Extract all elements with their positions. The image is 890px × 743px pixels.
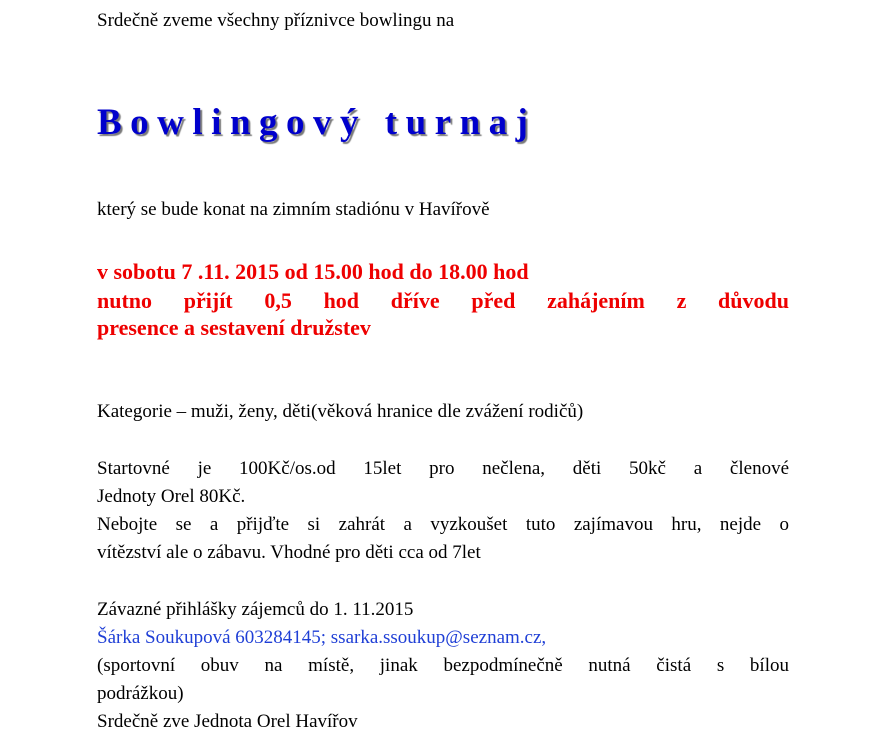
entry-fee-line-1: Startovné je 100Kč/os.od 15let pro nečlena, děti 50kč a členové xyxy=(97,458,789,479)
registration-deadline: Závazné přihlášky zájemců do 1. 11.2015 xyxy=(97,599,414,620)
invitation-text: Srdečně zveme všechny příznivce bowlingu na xyxy=(97,10,455,31)
encouragement-line-1: Nebojte se a přijďte si zahrát a vyzkoušet tuto zajímavou hru, nejde o xyxy=(97,514,789,535)
contact-link[interactable]: Šárka Soukupová 603284145; ssarka.ssoukup@seznam.cz, xyxy=(97,627,547,648)
shoes-note-line-1: (sportovní obuv na místě, jinak bezpodmínečně nutná čistá s bílou xyxy=(97,655,789,676)
entry-fee-line-2: Jednoty Orel 80Kč. xyxy=(97,486,246,507)
venue-text: který se bude konat na zimním stadiónu v Havířově xyxy=(97,199,490,220)
event-title: Bowlingový turnaj xyxy=(97,102,537,143)
shoes-note-line-2: podrážkou) xyxy=(97,683,184,704)
categories-text: Kategorie – muži, ženy, děti(věková hranice dle zvážení rodičů) xyxy=(97,401,584,422)
encouragement-line-2: vítězství ale o zábavu. Vhodné pro děti cca od 7let xyxy=(97,542,481,563)
date-time-text: v sobotu 7 .11. 2015 od 15.00 hod do 18.00 hod xyxy=(97,259,529,284)
closing-signature: Srdečně zve Jednota Orel Havířov xyxy=(97,711,358,732)
arrival-notice-line-2: presence a sestavení družstev xyxy=(97,315,371,340)
arrival-notice-line-1: nutno přijít 0,5 hod dříve před zahájením z důvodu xyxy=(97,288,789,313)
